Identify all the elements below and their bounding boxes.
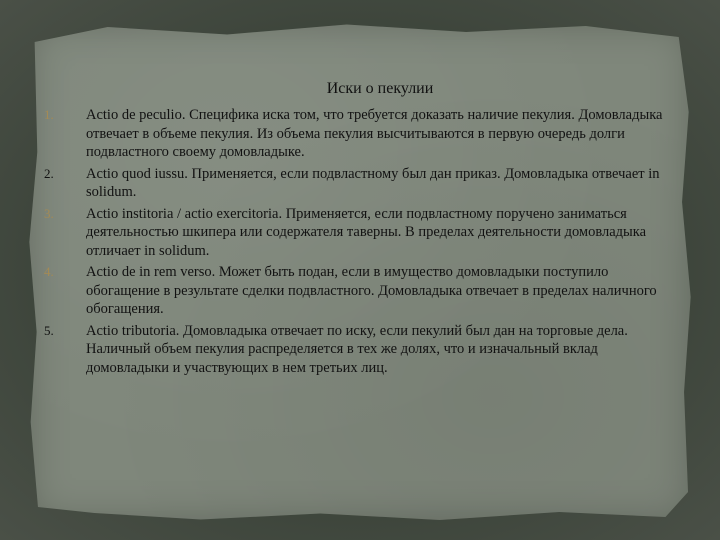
list-item <box>44 165 694 202</box>
claims-list <box>44 106 694 377</box>
slide-title: Иски о пекулии <box>326 80 434 97</box>
list-item <box>44 106 694 162</box>
list-item <box>44 205 694 261</box>
list-item <box>44 322 694 378</box>
list-number: 3. <box>44 205 54 221</box>
list-item-text: Actio quod iussu. Применяется, если подвластному был дан приказ. Домовладыка отвечает in solidum. <box>86 165 660 200</box>
list-number: 5. <box>44 322 54 338</box>
list-item-text: Actio de in rem verso. Может быть подан, если в имущество домовладыки поступило обогащение в результате сделки подвластного. Домовладыка отвечает в пределах наличного обогащения. <box>86 264 657 317</box>
list-item-text: Actio institoria / actio exercitoria. Применяется, если подвластному поручено заниматься деятельностью шкипера или содержателя таверны. В пределах деятельности домовладыка отличает in solidum. <box>86 205 647 259</box>
list-number: 4. <box>44 264 54 279</box>
list-item-text: Actio de peculio. Специфика иска том, что требуется доказать наличие пекулия. Домовладыка отвечает в объеме пекулия. Из объема пекулия высчитываются в первую очередь долги подвластного своему домовладыке. <box>86 107 663 160</box>
list-item <box>44 263 694 319</box>
list-number: 2. <box>44 165 54 181</box>
list-item-text: Actio tributoria. Домовладыка отвечает по иску, если пекулий был дан на торговые дела. Наличный объем пекулия распределяется в тех же долях, что и изначальный вклад домовладыки и участвующих в нем третьих лиц. <box>86 322 628 376</box>
list-number: 1. <box>44 107 54 122</box>
